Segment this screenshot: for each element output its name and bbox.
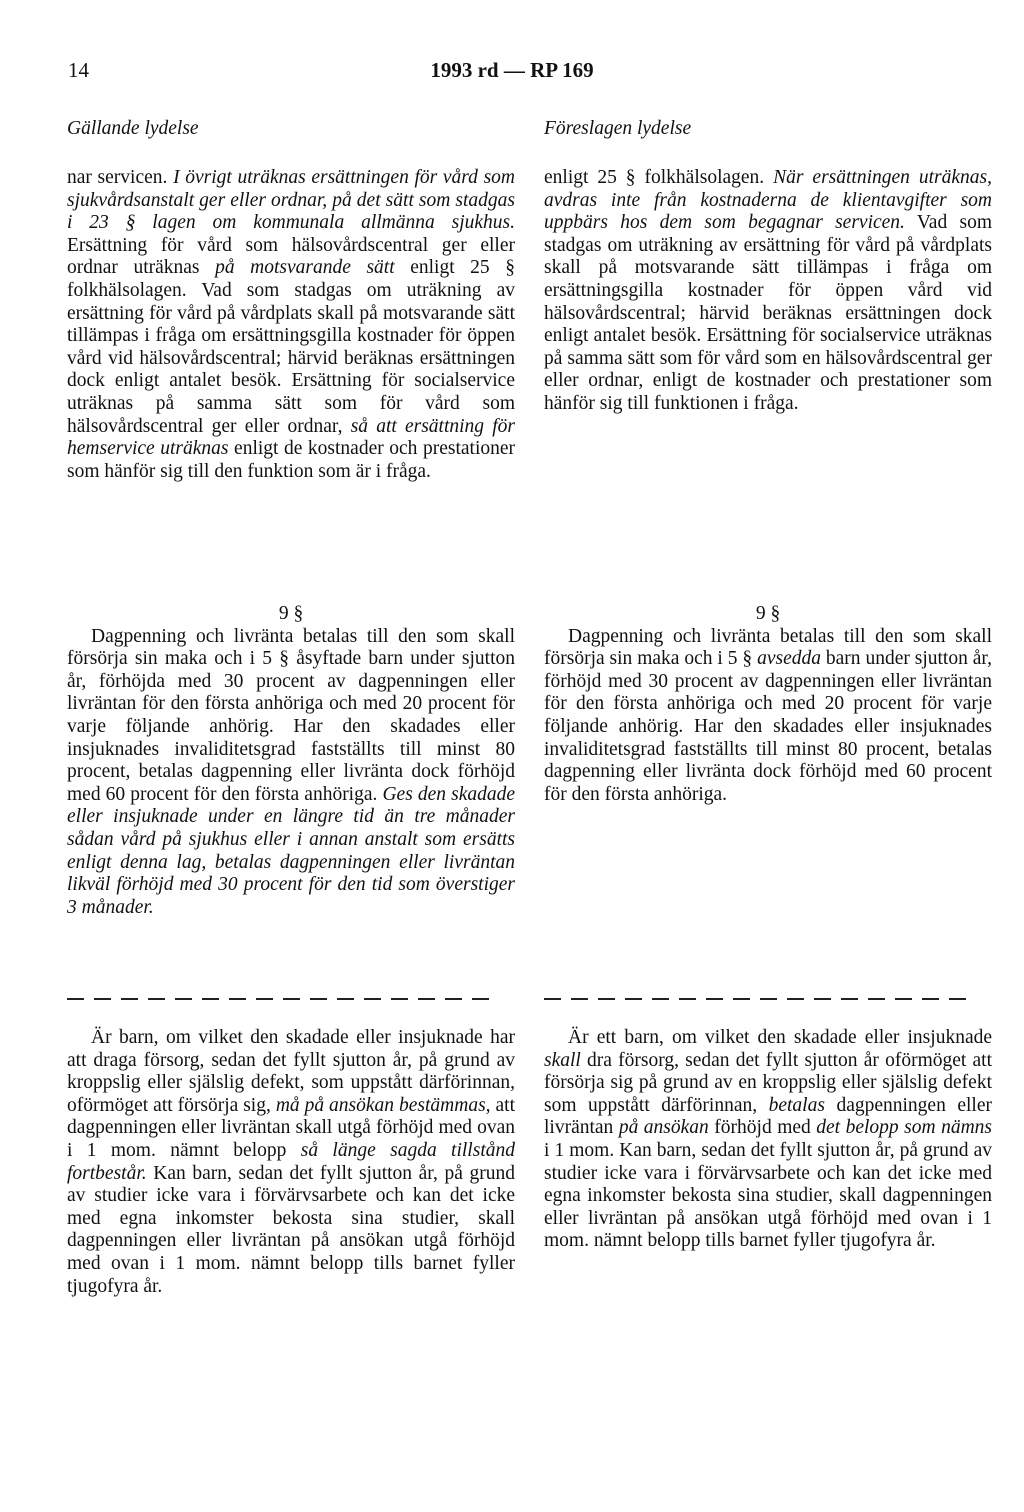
italic-text-run: avsedda xyxy=(757,648,821,670)
left-column-heading: Gällande lydelse xyxy=(67,118,199,139)
text-run: förhöjd med xyxy=(708,1117,817,1139)
left-paragraph-1 xyxy=(67,167,515,483)
left-text-block-1 xyxy=(67,167,515,483)
right-paragraph-2 xyxy=(544,626,992,807)
text-run: Kan barn, sedan det fyllt sjutton år, på grund av studier icke vara i förvärvsarbete och kan det icke med egna inkomster bekosta sina studier, skall dagpenningen eller livräntan på ansökan utgå förhöjd med ovan i 1 mom. nämnt belopp tills barnet fyller tjugofyra år. xyxy=(67,1162,515,1297)
left-paragraph-3 xyxy=(67,1027,515,1298)
right-section-heading: 9 § xyxy=(755,603,781,624)
right-omission-dashes xyxy=(544,998,966,999)
document-title: 1993 rd — RP 169 xyxy=(430,58,594,82)
text-run: i 1 mom. Kan barn, sedan det fyllt sjutton år, på grund av studier icke vara i förvärvsarbete och kan det icke med egna inkomster bekosta sina studier, skall dagpenningen eller livräntan på ansökan utgå förhöjd med ovan i 1 mom. nämnt belopp tills barnet fyller tjugofyra år. xyxy=(544,1139,992,1252)
left-omission-dashes xyxy=(67,998,489,999)
italic-text-run: på motsvarande sätt xyxy=(215,257,395,279)
page-number: 14 xyxy=(68,58,89,82)
left-text-block-3 xyxy=(67,1027,515,1298)
left-section-heading: 9 § xyxy=(278,603,304,624)
left-section-9 xyxy=(67,603,515,919)
text-run: enligt 25 § folkhälsolagen. xyxy=(544,167,774,188)
right-paragraph-1 xyxy=(544,167,992,416)
text-run: Vad som stadgas om uträkning av ersättning för vård på vårdplats skall på motsvarande sätt tillämpas i fråga om ersättningsgilla kostnader för öppen vård vid hälsovårdscentral; härvid beräknas ersättningen dock enligt antalet besök. Ersättning för socialservice uträknas på samma sätt som för vård som en hälsovårdscentral ger eller ordnar, enligt de kostnader och prestationer som hänför sig till funktionen i fråga. xyxy=(544,212,992,414)
italic-text-run: på ansökan xyxy=(618,1117,709,1139)
text-run: dra försorg, sedan det fyllt sjutton år oförmöget att försörja sig på grund av en kroppslig eller själslig defekt som uppstått därförinnan, xyxy=(544,1049,992,1116)
italic-text-run: så att ersättning för hemservice uträknas xyxy=(67,415,515,460)
italic-text-run: så länge sagda tillstånd fortbestår. xyxy=(67,1139,515,1184)
text-run: Är ett barn, om vilket den skadade eller insjuknade xyxy=(568,1027,992,1048)
text-run: enligt 25 § folkhälsolagen. Vad som stadgas om uträkning av ersättning för vård på vårdplats skall på motsvarande sätt tillämpas i fråga om ersättningsgilla kostnader för öppen vård vid hälsovårdscentral; härvid beräknas ersättningen dock enligt antalet besök. Ersättning för socialservice uträknas på samma sätt som för vård som hälsovårdscentral ger eller ordnar, xyxy=(67,257,515,437)
text-run: nar servicen. xyxy=(67,167,174,188)
italic-text-run: må på ansökan bestämmas, xyxy=(275,1094,491,1116)
text-run: dagpenningen eller livräntan xyxy=(544,1094,992,1139)
right-paragraph-3 xyxy=(544,1027,992,1253)
italic-text-run: det belopp som nämns xyxy=(816,1117,993,1139)
text-run: enligt de kostnader och prestationer som hänför sig till den funktion som är i fråga. xyxy=(67,438,516,482)
italic-text-run: I övrigt uträknas ersättningen för vård som sjukvårdsanstalt ger eller ordnar, på det sätt som stadgas i 23 § lagen om kommunala allmänna sjukhus. xyxy=(67,167,515,234)
right-section-9 xyxy=(544,603,992,806)
text-run: Är barn, om vilket den skadade eller insjuknade har att draga försorg, sedan det fyllt sjutton år, på grund av kroppslig eller själslig defekt, som uppstått därförinnan, oförmöget att försörja sig, xyxy=(67,1027,515,1116)
right-text-block-1 xyxy=(544,167,992,416)
italic-text-run: Ges den skadade eller insjuknade under en längre tid än tre månader sådan vård på sjukhus eller i annan anstalt som ersätts enligt denna lag, betalas dagpenningen eller livräntan likväl förhöjd med 30 procent för den tid som överstiger 3 månader. xyxy=(67,783,515,918)
italic-text-run: skall xyxy=(544,1049,581,1071)
text-run: Dagpenning och livränta betalas till den som skall försörja sin maka och i 5 § xyxy=(544,625,992,670)
text-run: Dagpenning och livränta betalas till den som skall försörja sin maka och i 5 § åsyftade barn under sjutton år, förhöjda med 30 procent av dagpenningen eller livräntan för den första anhöriga och med 20 procent för varje följande anhörig. Har den skadades eller insjuknades invaliditetsgrad fastställts till minst 80 procent, betalas dagpenning eller livränta dock förhöjd med 60 procent för den första anhöriga. xyxy=(67,625,515,805)
text-run: Ersättning för vård som hälsovårdscentral ger eller ordnar uträknas xyxy=(67,234,515,279)
right-column-heading: Föreslagen lydelse xyxy=(544,118,692,139)
text-run: barn under sjutton år, förhöjd med 30 procent av dagpenningen eller livräntan för den första anhöriga och med 20 procent för varje följande anhörig. Har den skadades eller insjuknades invaliditetsgrad fastställts till minst 80 procent, betalas dagpenning eller livränta dock förhöjd med 60 procent för den första anhöriga. xyxy=(544,648,993,805)
right-text-block-3 xyxy=(544,1027,992,1253)
italic-text-run: När ersättningen uträknas, avdras inte från kostnaderna de klientavgifter som uppbärs hos dem som begagnar servicen. xyxy=(544,167,992,234)
italic-text-run: betalas xyxy=(768,1094,825,1116)
text-run: att dagpenningen eller livräntan skall utgå förhöjd med ovan i 1 mom. nämnt belopp xyxy=(67,1094,515,1161)
left-paragraph-2 xyxy=(67,626,515,920)
